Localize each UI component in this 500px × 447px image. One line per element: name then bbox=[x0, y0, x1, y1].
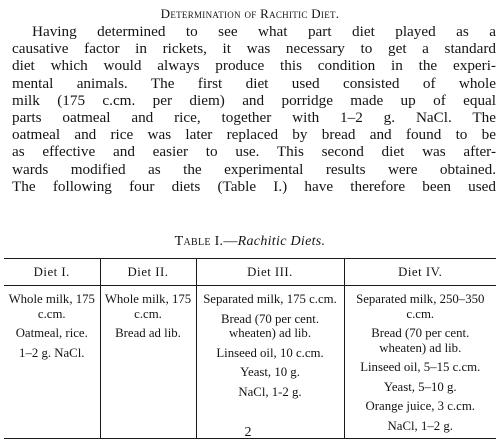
paragraph-line: mental animals. The first diet used consisted of whole bbox=[12, 74, 496, 92]
paragraph-line: milk (175 c.cm. per diem) and porridge made up of equal bbox=[12, 91, 496, 109]
table-cell: Orange juice, 3 c.cm. bbox=[365, 399, 475, 413]
table-cell: Bread (70 per cent. wheaten) ad lib. bbox=[220, 311, 320, 340]
paragraph-line: diet which would always produce this condition in the experi- bbox=[12, 57, 496, 75]
column-header-diet-2: Diet II. bbox=[100, 259, 196, 286]
diet-1-cell bbox=[4, 286, 100, 439]
diet-2-cell bbox=[100, 286, 196, 439]
diets-table bbox=[4, 258, 496, 439]
paragraph-line: oatmeal and rice was later replaced by bread and found to be bbox=[12, 126, 496, 144]
table-cell: Yeast, 10 g. bbox=[240, 365, 300, 379]
section-heading: Determination of Rachitic Diet. bbox=[160, 6, 340, 21]
table-caption: Rachitic Diets. bbox=[237, 234, 326, 249]
table-cell: 1–2 g. NaCl. bbox=[19, 345, 85, 360]
table-header-row bbox=[4, 259, 496, 286]
table-cell: Bread ad lib. bbox=[115, 326, 181, 340]
paragraph-line: as effective and easier to use. This second diet was after- bbox=[12, 143, 496, 161]
table-cell: Linseed oil, 10 c.cm. bbox=[216, 345, 324, 360]
column-header-diet-1: Diet I. bbox=[4, 259, 100, 286]
table-cell: Oatmeal, rice. bbox=[15, 326, 88, 340]
paragraph-line: wards modified as the experimental results were obtained. bbox=[12, 160, 496, 178]
table-title bbox=[0, 234, 500, 250]
table-cell: NaCl, 1-2 g. bbox=[238, 384, 302, 399]
table-body-row bbox=[4, 286, 496, 439]
diet-4-cell bbox=[344, 286, 496, 439]
table-cell: Whole milk, 175 c.cm. bbox=[8, 292, 95, 321]
body-paragraph bbox=[12, 23, 496, 195]
table-cell: Whole milk, 175 c.cm. bbox=[104, 292, 192, 321]
column-header-diet-4: Diet IV. bbox=[344, 259, 496, 286]
paragraph-line: parts oatmeal and rice, together with 1–2 g. NaCl. The bbox=[12, 109, 496, 127]
table-cell: Bread (70 per cent. wheaten) ad lib. bbox=[371, 326, 470, 355]
paragraph-line: The following four diets (Table I.) have therefore been used bbox=[12, 177, 496, 195]
column-header-diet-3: Diet III. bbox=[196, 259, 344, 286]
table-cell: NaCl, 1–2 g. bbox=[387, 418, 453, 433]
table-cell: Linseed oil, 5–15 c.cm. bbox=[360, 360, 481, 374]
paragraph-line: causative factor in rickets, it was necessary to get a standard bbox=[12, 40, 496, 58]
table-cell: Separated milk, 250–350 c.cm. bbox=[356, 292, 485, 321]
diet-3-cell bbox=[196, 286, 344, 439]
table-label: Table I.— bbox=[174, 234, 238, 249]
table-cell: Yeast, 5–10 g. bbox=[383, 379, 457, 394]
page-number: 2 bbox=[244, 425, 252, 440]
paragraph-line: Having determined to see what part diet played as a bbox=[32, 23, 496, 40]
table-cell: Separated milk, 175 c.cm. bbox=[203, 292, 337, 306]
